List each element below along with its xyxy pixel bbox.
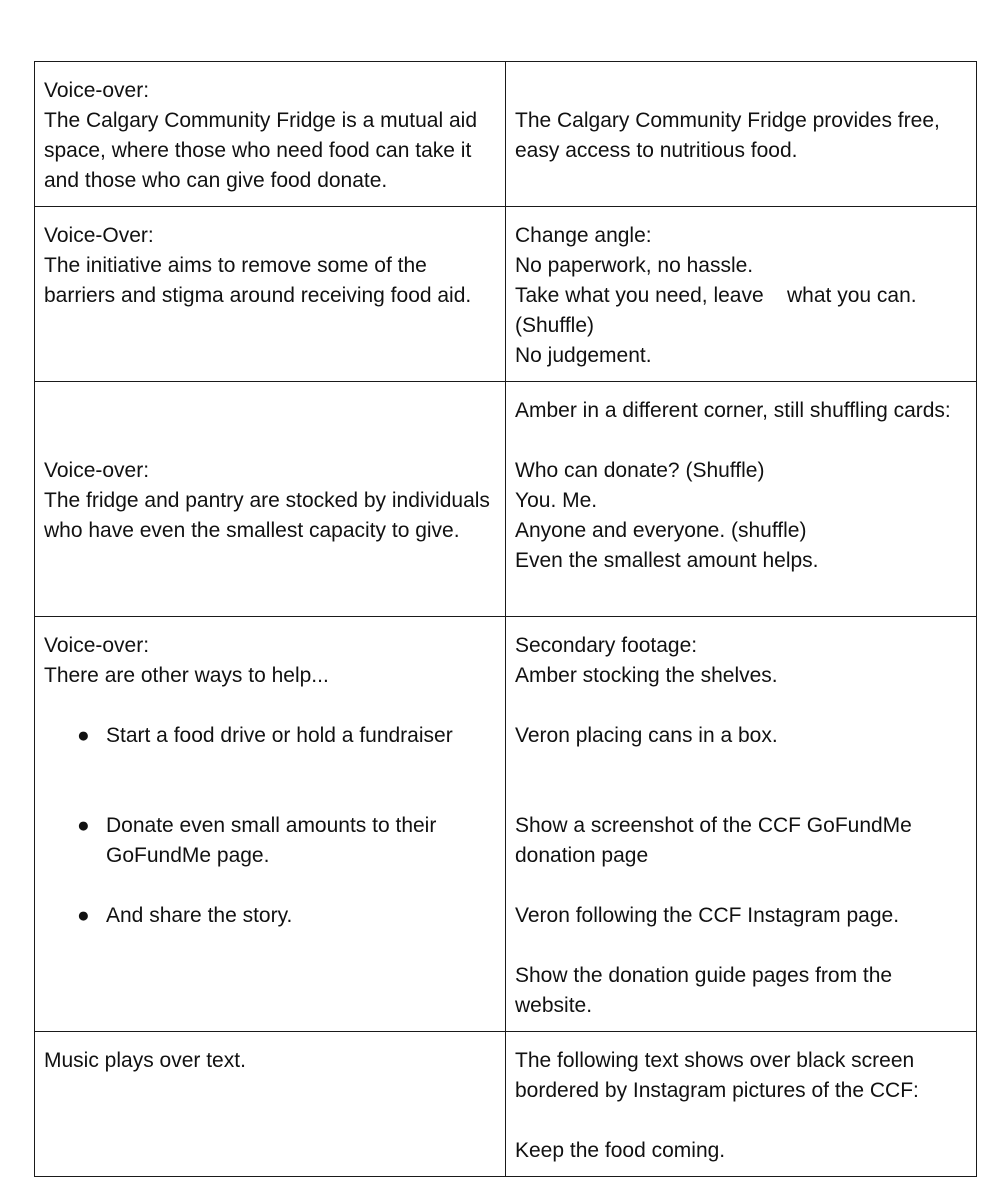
cell-line: No judgement. — [515, 344, 652, 367]
cell-text: The fridge and pantry are stocked by individuals who have even the smallest capacity to give. — [44, 489, 496, 542]
cell-line: Show a screenshot of the CCF GoFundMe donation page — [515, 814, 918, 867]
visual-cell — [506, 382, 977, 617]
cell-intro: Amber in a different corner, still shuffling cards: — [515, 399, 951, 422]
voiceover-cell — [35, 382, 506, 617]
table-row — [35, 1032, 977, 1177]
cell-intro: The following text shows over black screen bordered by Instagram pictures of the CCF: — [515, 1049, 921, 1102]
voiceover-cell — [35, 207, 506, 382]
voiceover-cell — [35, 617, 506, 1032]
voiceover-cell — [35, 62, 506, 207]
cell-line: Amber stocking the shelves. — [515, 664, 778, 687]
visual-cell — [506, 62, 977, 207]
table-row — [35, 617, 977, 1032]
cell-line: Take what you need, leave what you can. — [515, 284, 917, 307]
table-row — [35, 382, 977, 617]
bullet-dot-icon: ● — [77, 814, 90, 837]
cell-line: You. Me. — [515, 489, 598, 512]
cell-heading: Voice-over: — [44, 79, 150, 102]
bullet-text: Donate even small amounts to their GoFundMe page. — [106, 814, 437, 867]
bullet-dot-icon: ● — [77, 904, 90, 927]
cell-heading: Secondary footage: — [515, 634, 698, 657]
visual-cell — [506, 617, 977, 1032]
cell-line: Who can donate? (Shuffle) — [515, 459, 765, 482]
cell-heading: Voice-over: — [44, 459, 150, 482]
bullet-item — [44, 811, 496, 871]
cell-line: No paperwork, no hassle. — [515, 254, 754, 277]
cell-heading: Change angle: — [515, 224, 652, 247]
bullet-item — [44, 901, 496, 931]
script-table — [34, 61, 977, 1177]
cell-heading: Voice-over: — [44, 634, 150, 657]
cell-text: There are other ways to help... — [44, 664, 329, 687]
cell-line: Show the donation guide pages from the website. — [515, 964, 898, 1017]
cell-line: (Shuffle) — [515, 314, 594, 337]
bullet-text: Start a food drive or hold a fundraiser — [106, 724, 453, 747]
visual-cell — [506, 1032, 977, 1177]
cell-line: Anyone and everyone. (shuffle) — [515, 519, 807, 542]
cell-text: The Calgary Community Fridge provides free, easy access to nutritious food. — [515, 109, 946, 162]
cell-closing: Keep the food coming. — [515, 1139, 726, 1162]
cell-text: Music plays over text. — [44, 1049, 246, 1072]
cell-line: Veron following the CCF Instagram page. — [515, 904, 900, 927]
visual-cell — [506, 207, 977, 382]
cell-line: Even the smallest amount helps. — [515, 549, 819, 572]
cell-line: Veron placing cans in a box. — [515, 724, 778, 747]
bullet-dot-icon: ● — [77, 724, 90, 747]
table-row — [35, 207, 977, 382]
cell-text: The Calgary Community Fridge is a mutual aid space, where those who need food can take it and those who can give food donate. — [44, 109, 483, 192]
table-row — [35, 62, 977, 207]
cell-heading: Voice-Over: — [44, 224, 154, 247]
bullet-item — [44, 721, 496, 751]
bullet-text: And share the story. — [106, 904, 293, 927]
voiceover-cell — [35, 1032, 506, 1177]
cell-text: The initiative aims to remove some of the barriers and stigma around receiving food aid. — [44, 254, 472, 307]
